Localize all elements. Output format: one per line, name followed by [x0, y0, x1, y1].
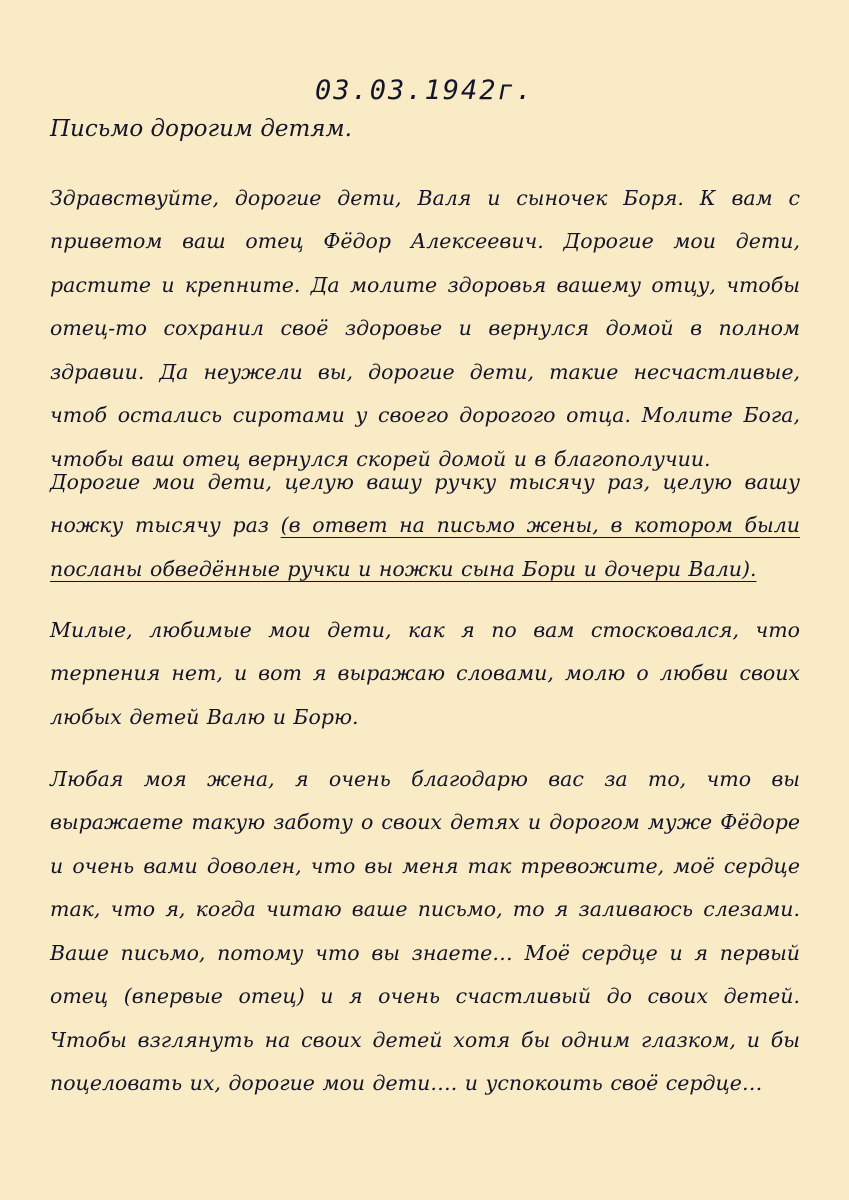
- letter-heading: Письмо дорогим детям.: [50, 116, 352, 142]
- paragraph-kisses: [50, 461, 800, 592]
- letter-date: 03.03.1942г.: [314, 75, 535, 106]
- paragraph-greeting: Здравствуйте, дорогие дети, Валя и сыночек Боря. К вам с приветом ваш отец Фёдор Алексеевич. Дорогие мои дети, растите и крепните. Да молите здоровья вашему отцу, чтобы отец-то сохранил своё здоровье и вернулся домой в полном здравии. Да неужели вы, дорогие дети, такие несчастливые, чтоб остались сиротами у своего дорогого отца. Молите Бога, чтобы ваш отец вернулся скорей домой и в благополучии.: [50, 185, 800, 471]
- paragraph-to-wife: Любая моя жена, я очень благодарю вас за то, что вы выражаете такую заботу о своих детях и дорогом муже Фёдоре и очень вами доволен, что вы меня так тревожите, моё сердце так, что я, когда читаю ваше письмо, то я заливаюсь слезами. Ваше письмо, потому что вы знаете… Моё сердце и я первый отец (впервые отец) и я очень счастливый до своих детей. Чтобы взглянуть на своих детей хотя бы одним глазком, и бы поцеловать их, дорогие мои дети…. и успокоить своё сердце…: [50, 766, 800, 1095]
- paragraph-longing: Милые, любимые мои дети, как я по вам стосковался, что терпения нет, и вот я выражаю словами, молю о любви своих любых детей Валю и Борю.: [50, 617, 800, 729]
- paragraph-kisses-main: Дорогие мои дети, целую вашу ручку тысячу раз, целую вашу ножку тысячу раз: [50, 469, 800, 537]
- paragraph-kisses-note: (в ответ на письмо жены, в котором были посланы обведённые ручки и ножки сына Бори и дочери Вали).: [50, 513, 800, 581]
